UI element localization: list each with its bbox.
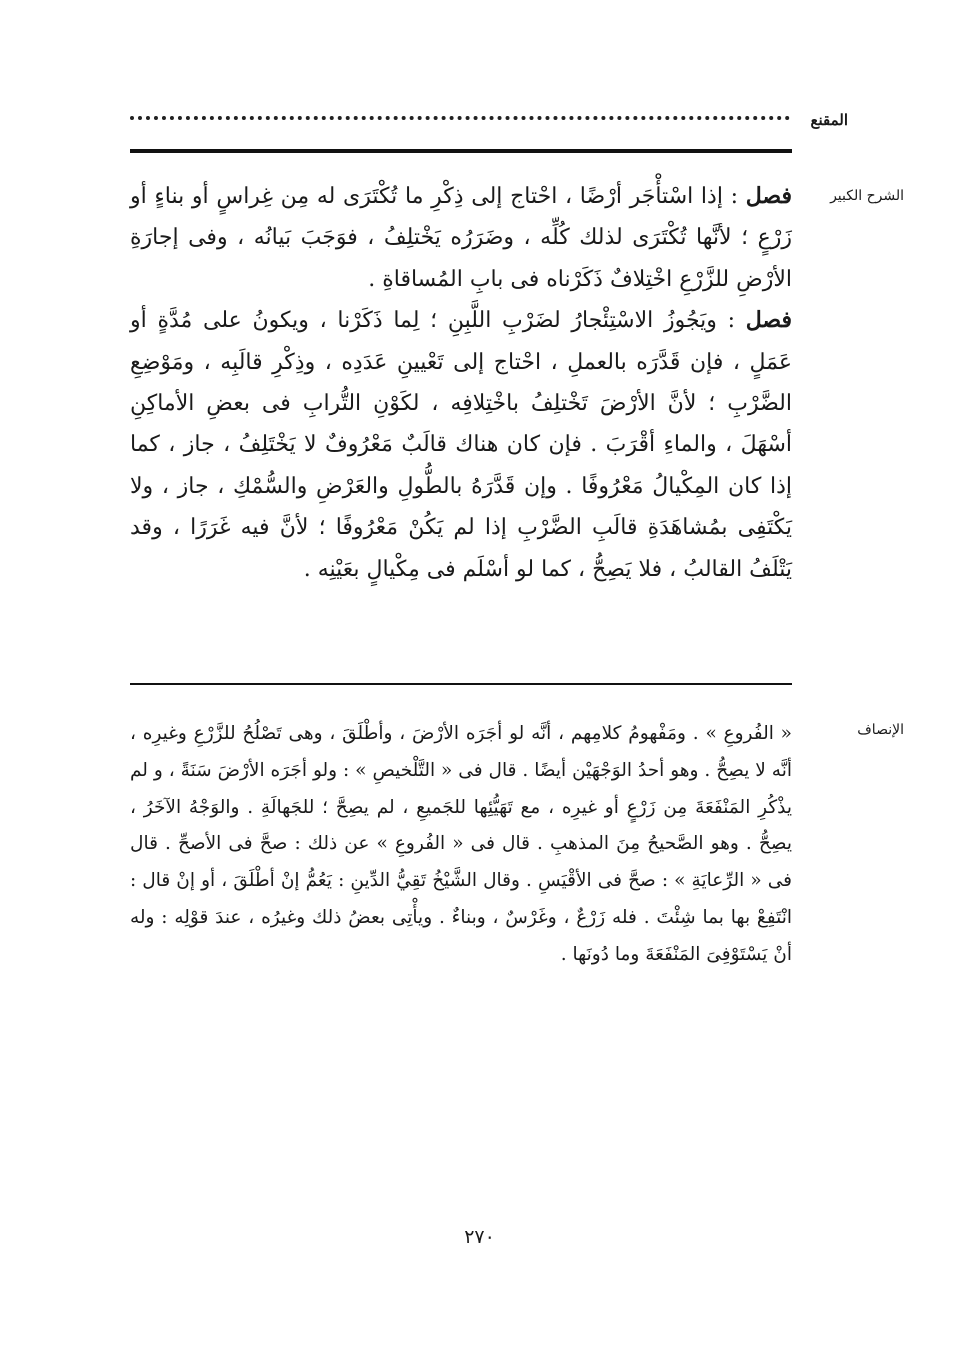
sharh-kabir-section: [130, 176, 792, 590]
page-header-title: المقنع: [810, 111, 848, 129]
fasl-heading-2: فصل: [745, 307, 792, 334]
insaf-section: [130, 716, 792, 974]
header-thick-divider: [130, 149, 792, 153]
header-dotted-divider: [130, 116, 790, 120]
section-divider: [130, 683, 792, 685]
paragraph-fasl-2: [130, 300, 792, 590]
insaf-paragraph: « الفُروعِ » . ومَفْهومُ كلامِهم ، أنَّه لو أجَرَه الأرْضَ ، وأطْلَقَ ، وهى تَصْلُحُ للزَّرْعِ وغيرِه ، أنَّه لا يصِحُّ . وهو أحدُ الوَجْهَيْن أيضًا . قال فى « التَّلْخيصِ » : ولو أجَرَه الأرْضَ سَنَةً ، و لم يذْكُرِ المَنْفَعَةَ مِن زَرْعٍ أو غيرِه ، مع تَهَيُّئِها للجَميعِ ، لم يصِحَّ ؛ للجَهالَةِ . والوَجْهُ الآخَرُ ، يصِحُّ . وهو الصَّحيحُ مِنَ المذهبِ . قال فى « الفُروعِ » عن ذلك : صحَّ فى الأصحِّ . قال فى « الرِّعايَةِ » : صحَّ فى الأقْيَسِ . وقال الشَّيْخُ تَقِيُّ الدِّينِ : يَعُمُّ إنْ أطْلَقَ ، أو إنْ قال : انْتَفِعْ بها بما شِئْتَ . فله زَرْعٌ ، وغَرْسٌ ، وبناءٌ . ويأْتِى بعضُ ذلك وغيرُه ، عندَ قوْلِه : وله أنْ يَسْتَوْفِىَ المَنْفَعَةَ وما دُونَها .: [130, 723, 792, 965]
side-label-insaf: الإنصاف: [857, 722, 904, 738]
side-label-sharh-kabir: الشرح الكبير: [830, 188, 904, 204]
page-number: ٢٧٠: [464, 1226, 495, 1248]
paragraph-1-text: : إذا اسْتأْجَر أرْضًا ، احْتاج إلى ذِكْرِ ما تُكْتَرَى له مِن غِراسٍ أو بناءٍ أو زَرْعٍ ؛ لأنَّها تُكْتَرَى لذلك كُلِّه ، وضَرَرُه يَخْتلِفُ ، فوَجَبَ بَيانُه ، وفى إجارَةِ الأرْضِ للزَّرْعِ اخْتِلافٌ ذَكَرْناه فى بابِ المُساقاةِ .: [130, 184, 792, 292]
fasl-heading-1: فصل: [745, 183, 792, 209]
paragraph-fasl-1: [130, 176, 792, 300]
paragraph-2-text: : ويَجُوزُ الاسْتِئْجارُ لضَرْبِ اللَّبِنِ ؛ لِما ذَكَرْنا ، ويكونُ على مُدَّةٍ أو عَمَلٍ ، فإن قَدَّرَه بالعملِ ، احْتاج إلى تَعْيينِ عَدَدِه ، وذِكْرِ قالَبِه ، ومَوْضِعِ الضَّرْبِ ؛ لأنَّ الأرْضَ تَخْتلِفُ باخْتِلافِه ، لكَوْنِ التُّرابِ فى بعضِ الأماكِنِ أسْهَلَ ، والماءِ أقْرَبَ . فإن كان هناك قالَبٌ مَعْرُوفٌ لا يَخْتَلِفُ ، جاز ، كما إذا كان المِكْيالُ مَعْرُوفًا . وإن قَدَّرَهُ بالطُّولِ والعَرْضِ والسُّمْكِ ، جاز ، ولا يَكْتَفِى بمُشاهَدَةِ قالَبِ الضَّرْبِ إذا لم يَكُنْ مَعْرُوفًا ؛ لأنَّ فيه غَرَرًا ، وقد يَتْلَفُ القالبُ ، فلا يَصِحُّ ، كما لو أسْلَم فى مِكْيالٍ بعَيْنِه .: [130, 308, 792, 582]
